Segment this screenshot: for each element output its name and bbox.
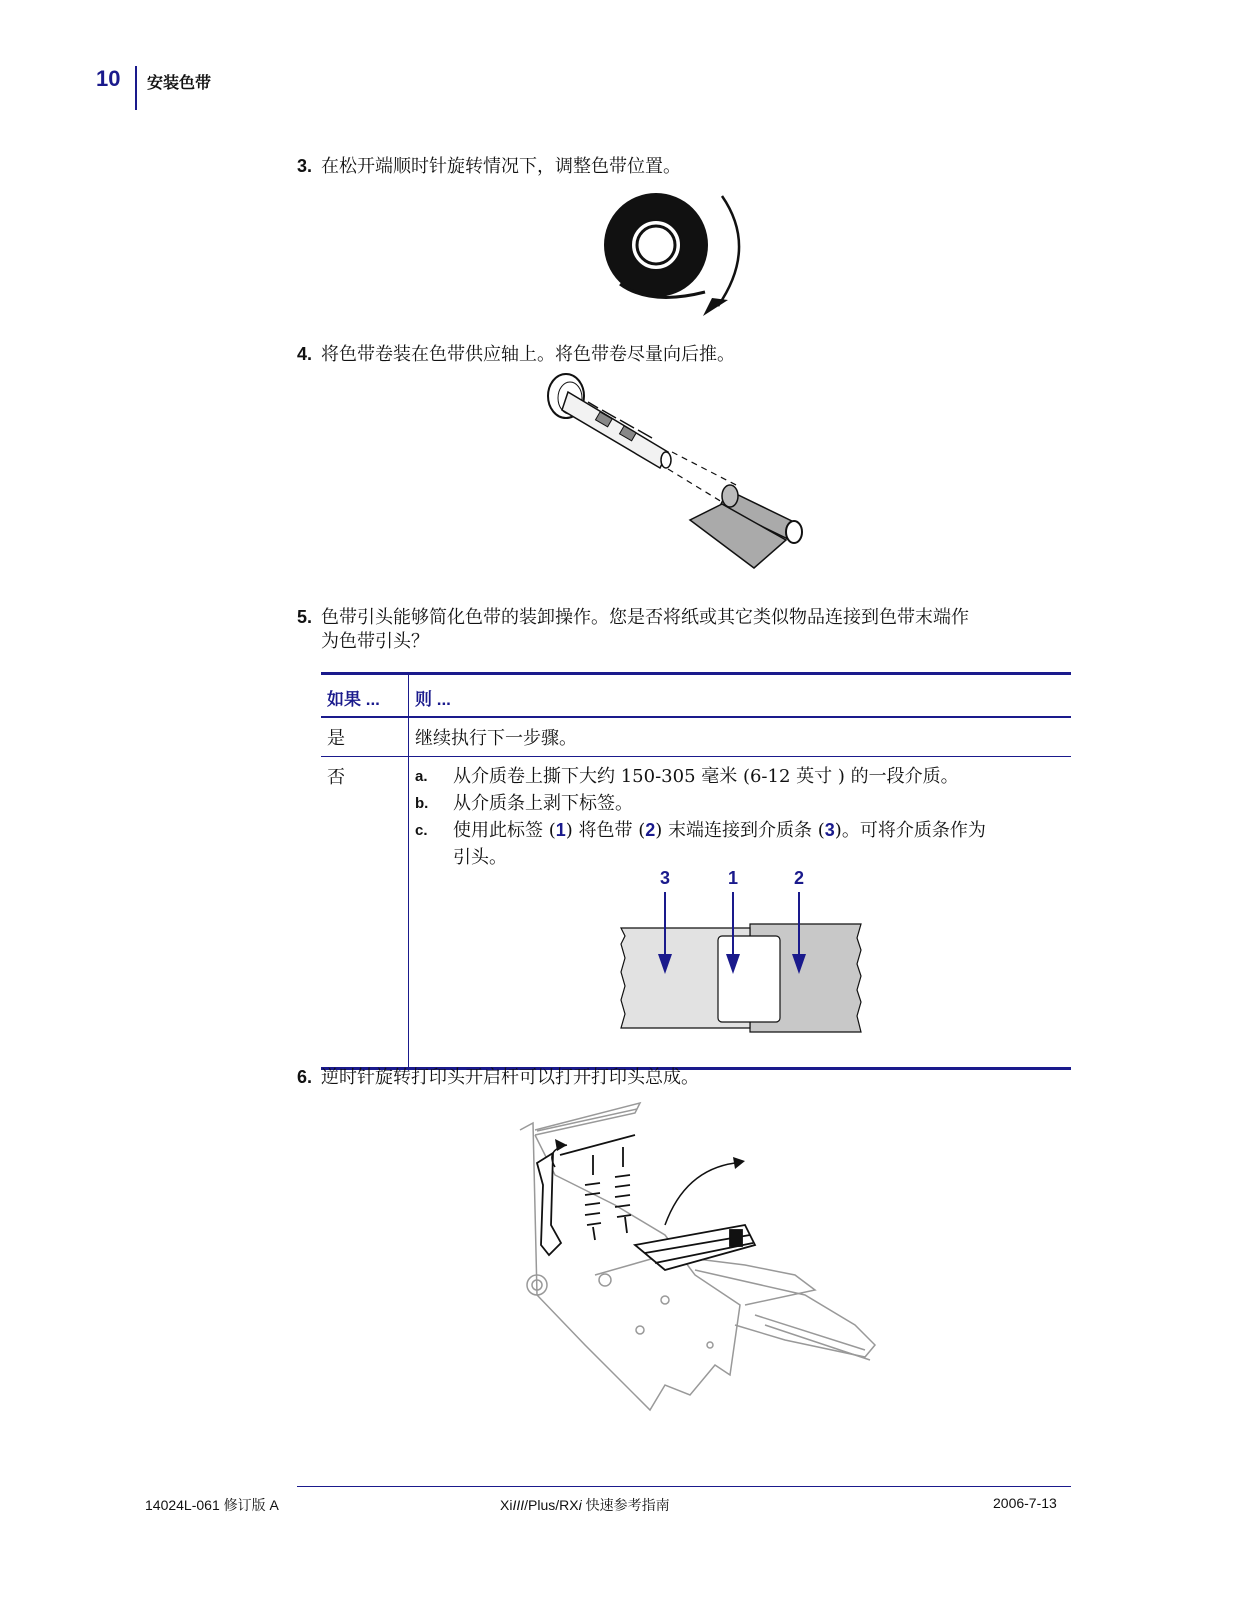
step-number: 3.: [297, 156, 313, 176]
section-title: 安装色带: [147, 75, 212, 92]
step-text: 逆时针旋转打印头开启杆可以打开打印头总成。: [321, 1067, 699, 1088]
header-divider: [135, 66, 137, 110]
substep-text: 从介质条上剥下标签。: [453, 793, 633, 814]
step-number: 4.: [297, 344, 313, 364]
step-5-continued: 为色带引头？: [321, 631, 429, 652]
substep-c: [415, 817, 1065, 871]
ribbon-roll-illustration: [600, 188, 760, 328]
substep-text: 使用此标签 (1) 将色带 (2) 末端连接到介质条 (3)。可将介质条作为 引头。: [453, 820, 986, 868]
column-header-if: 如果 ...: [321, 674, 409, 718]
callout-ref-3: 3: [824, 820, 835, 840]
step-3: [297, 154, 1077, 179]
callout-2: 2: [793, 868, 805, 888]
step-number: 6.: [297, 1067, 313, 1087]
substep-text: 从介质卷上撕下大约 150-305 毫米 (6-12 英寸 ) 的一段介质。: [453, 766, 959, 787]
footer-doc-id: 14024L-061 修订版 A: [145, 1497, 279, 1513]
step-5: [297, 605, 1077, 630]
step-text: 在松开端顺时针旋转情况下，调整色带位置。: [321, 156, 681, 177]
page-number: 10: [96, 66, 121, 91]
row-yes-then: 继续执行下一步骤。: [415, 728, 577, 749]
callout-ref-2: 2: [645, 820, 656, 840]
footer-date: 2006-7-13: [993, 1495, 1057, 1511]
ribbon-spindle-illustration: [540, 372, 820, 577]
substep-label: a.: [415, 768, 428, 785]
callout-3: 3: [659, 868, 671, 888]
step-4: [297, 342, 1077, 367]
step-text: 色带引头能够简化色带的装卸操作。您是否将纸或其它类似物品连接到色带末端作: [321, 607, 969, 628]
footer-divider: [297, 1486, 1071, 1487]
substep-a: [415, 763, 1065, 790]
footer-guide-title: XiIII/Plus/RXi 快速参考指南: [500, 1497, 670, 1513]
substep-label: c.: [415, 822, 428, 839]
row-no-if: 否: [321, 757, 409, 1069]
substep-b: [415, 790, 1065, 817]
substep-label: b.: [415, 795, 429, 812]
callout-1: 1: [727, 868, 739, 888]
printhead-mechanism-illustration: [515, 1095, 895, 1425]
step-6: [297, 1065, 1077, 1090]
step-number: 5.: [297, 607, 313, 627]
row-yes-if: 是: [321, 717, 409, 757]
callout-ref-1: 1: [555, 820, 566, 840]
ribbon-leader-diagram: [615, 866, 875, 1038]
step-text: 将色带卷装在色带供应轴上。将色带卷尽量向后推。: [321, 344, 735, 365]
column-header-then: 则 ...: [415, 690, 451, 709]
